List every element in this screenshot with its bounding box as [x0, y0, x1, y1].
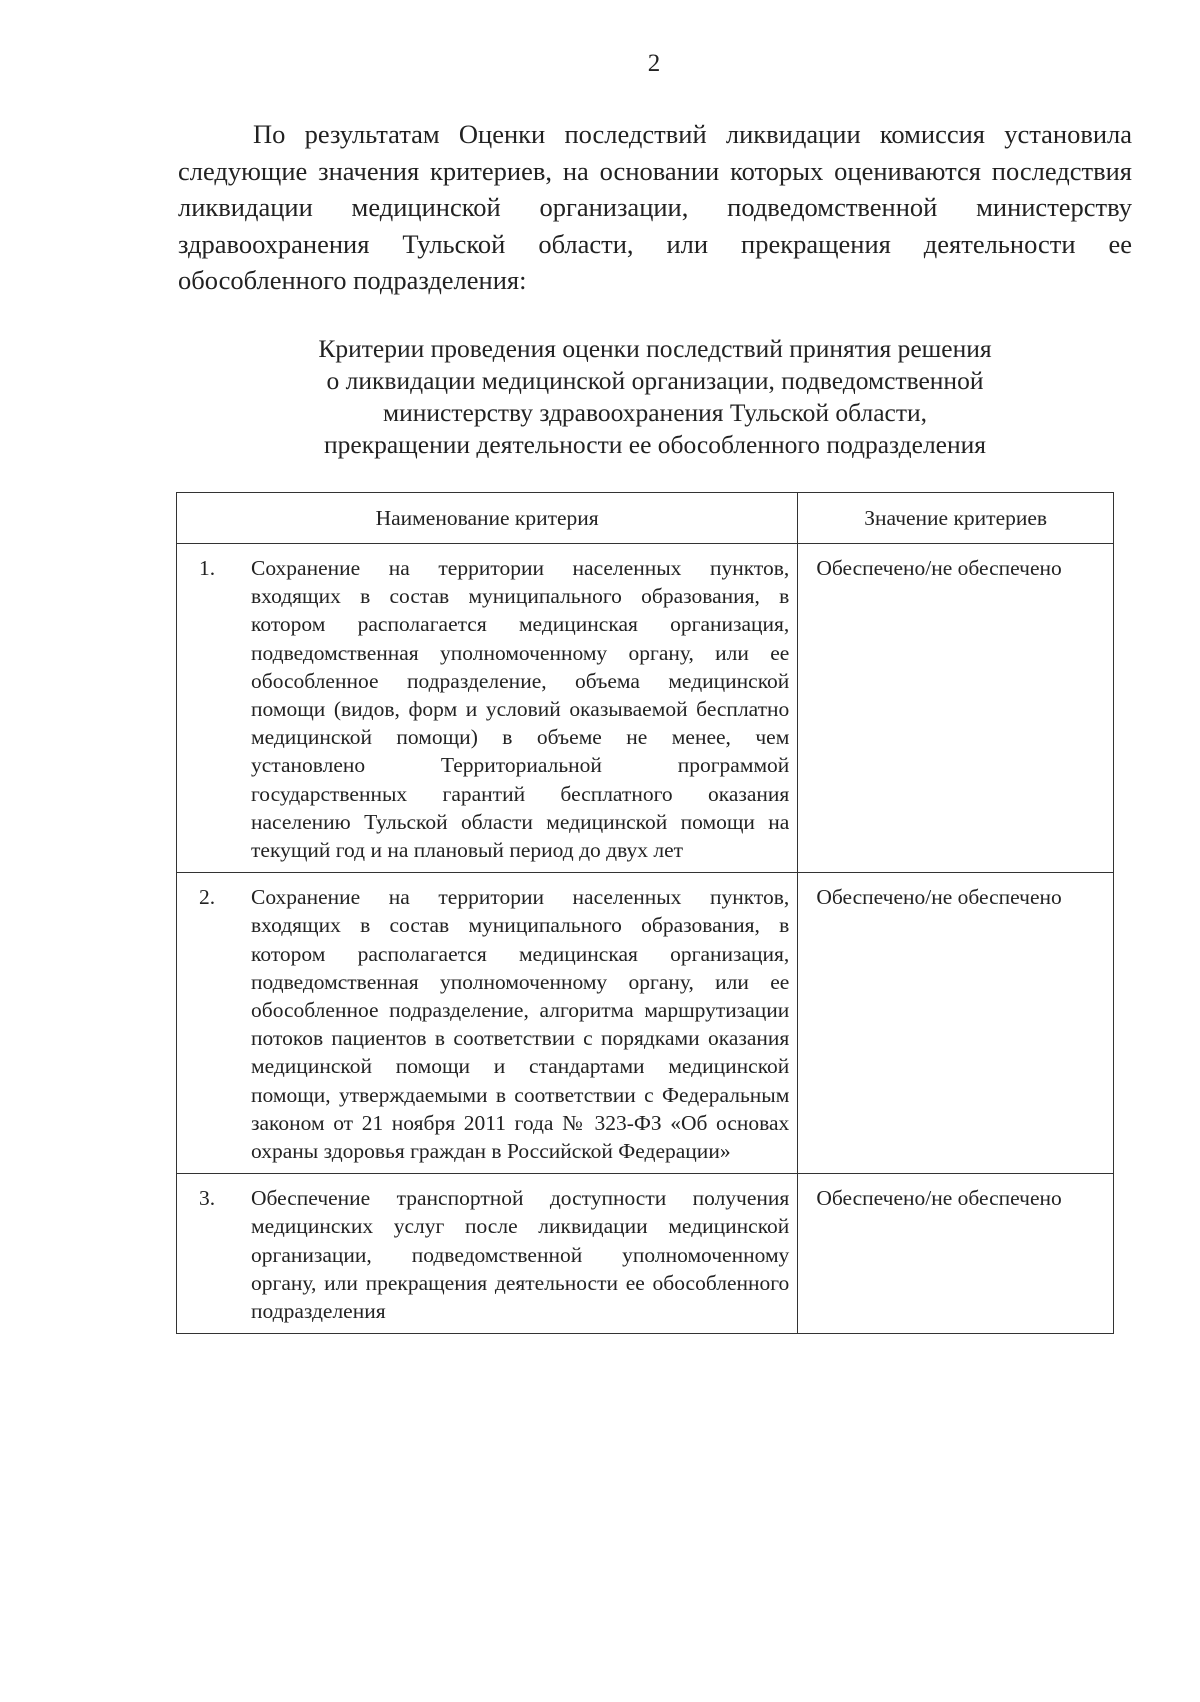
heading-line: о ликвидации медицинской организации, подведомственной: [326, 366, 984, 395]
criterion-value: Обеспечено/не обеспечено: [798, 544, 1114, 873]
table-row: [177, 1174, 1114, 1334]
criterion-name-cell: [177, 1174, 798, 1334]
page-number: 2: [647, 50, 661, 77]
intro-paragraph: По результатам Оценки последствий ликвидации комиссия установила следующие значения критериев, на основании которых оцениваются последствия ликвидации медицинской организации, подведомственной министерству здравоохранения Тульской области, или прекращения деятельности ее обособленного подразделения:: [178, 119, 1132, 295]
criterion-value: Обеспечено/не обеспечено: [798, 873, 1114, 1174]
heading-line: министерству здравоохранения Тульской области,: [382, 398, 928, 427]
table-header-row: [177, 493, 1114, 544]
criteria-heading: [178, 333, 1132, 461]
header-criterion-value: Значение критериев: [798, 493, 1114, 544]
table-row: [177, 873, 1114, 1174]
heading-line: Критерии проведения оценки последствий принятия решения: [318, 334, 992, 363]
header-criterion-name: Наименование критерия: [177, 493, 798, 544]
row-number: 1.: [199, 556, 216, 580]
criterion-name-cell: [177, 544, 798, 873]
criterion-name-cell: [177, 873, 798, 1174]
row-number: 3.: [199, 1186, 216, 1211]
criterion-value: Обеспечено/не обеспечено: [798, 1174, 1114, 1334]
criterion-text: Обеспечение транспортной доступности получения медицинских услуг после ликвидации медицинской организации, подведомственной уполномоченному органу, или прекращения деятельности ее обособленного подразделения: [251, 1186, 790, 1324]
criterion-text: Сохранение на территории населенных пунктов, входящих в состав муниципального образования, в котором располагается медицинская организация, подведомственная уполномоченному органу, или ее обособленное подразделение, объема медицинской помощи (видов, форм и условий оказываемой бесплатно медицинской помощи) в объеме не менее, чем установлено Территориальной программой государственных гарантий бесплатного оказания населению Тульской области медицинской помощи на текущий год и на плановый период до двух лет: [251, 556, 790, 863]
criterion-text: Сохранение на территории населенных пунктов, входящих в состав муниципального образования, в котором располагается медицинская организация, подведомственная уполномоченному органу, или ее обособленное подразделение, алгоритма маршрутизации потоков пациентов в соответствии с порядками оказания медицинской помощи и стандартами медицинской помощи, утверждаемыми в соответствии с Федеральным законом от 21 ноября 2011 года № 323-ФЗ «Об основах охраны здоровья граждан в Российской Федерации»: [251, 885, 790, 1164]
criteria-table: [176, 492, 1114, 1334]
heading-line: прекращении деятельности ее обособленного подразделения: [323, 430, 987, 459]
row-number: 2.: [199, 885, 216, 910]
table-row: [177, 544, 1114, 873]
